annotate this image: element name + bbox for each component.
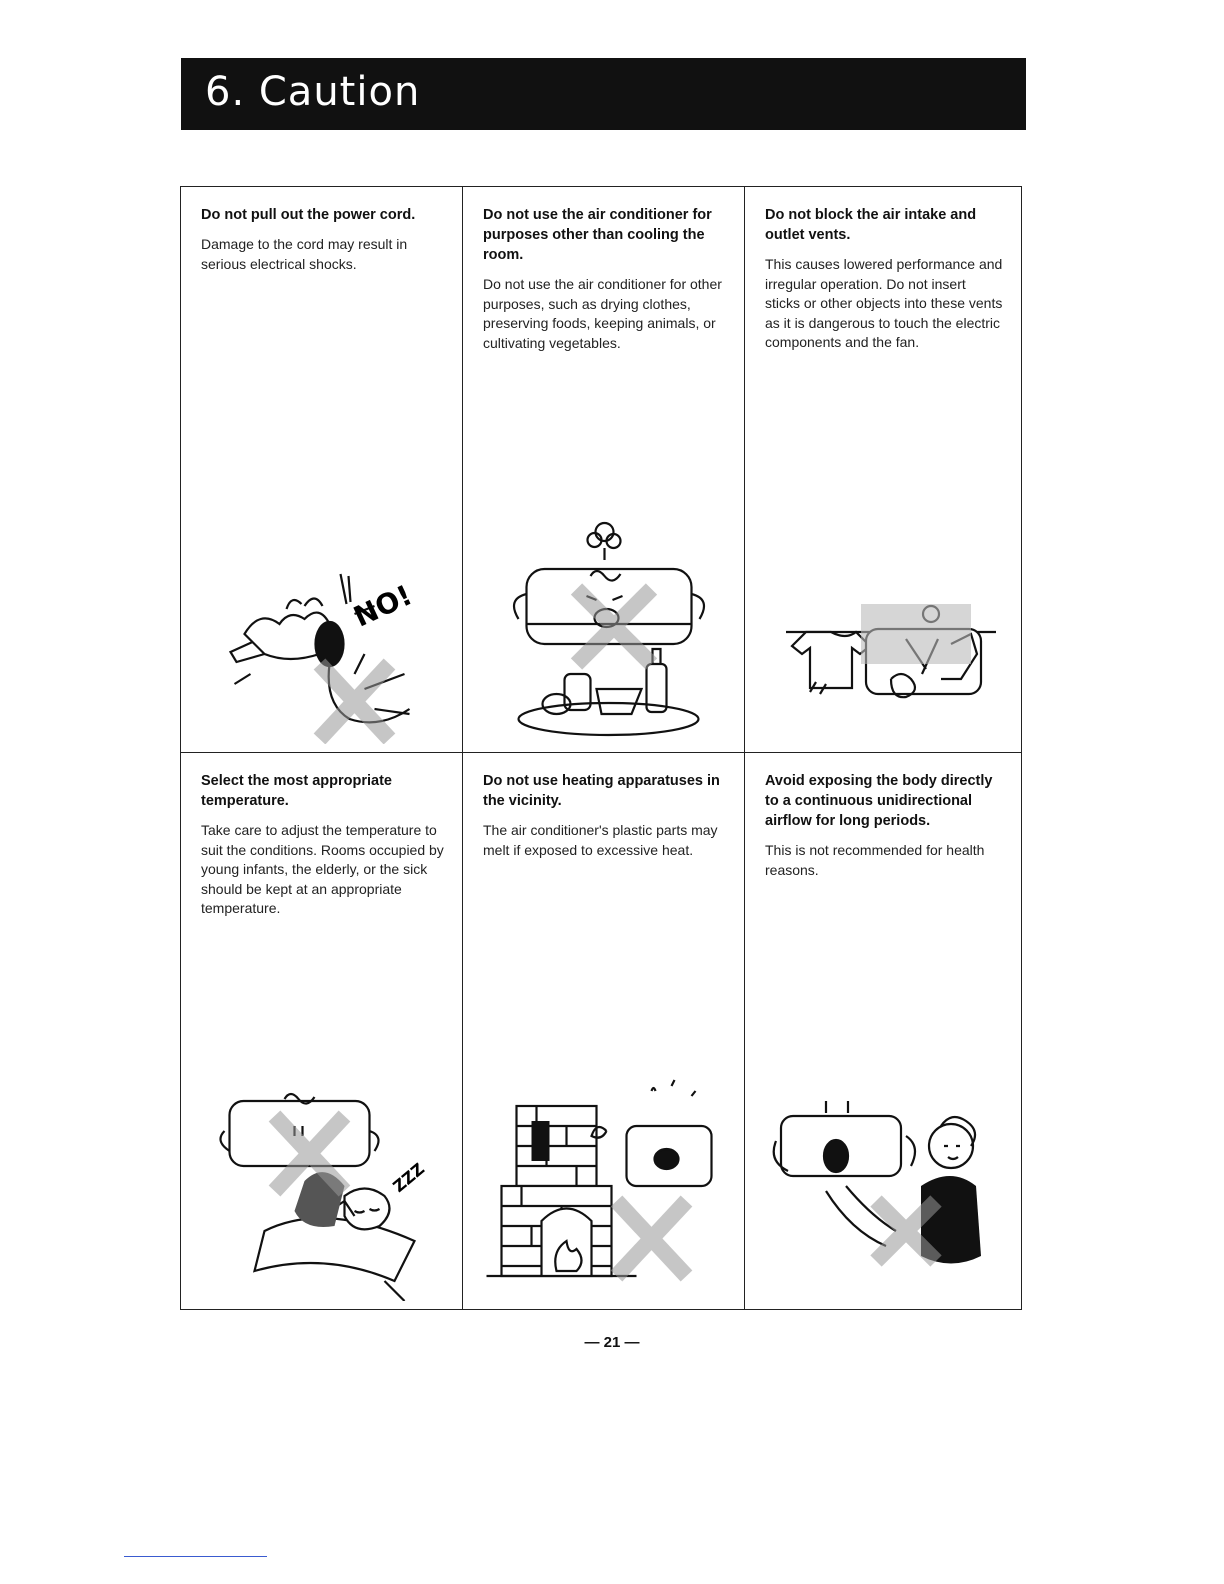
caution-cell-other-purposes <box>463 187 745 753</box>
caution-cell-power-cord <box>181 187 463 753</box>
caution-heading: Do not use heating apparatuses in the vicinity. <box>483 773 720 809</box>
caution-heading: Do not block the air intake and outlet vents. <box>765 207 977 243</box>
caution-heading: Select the most appropriate temperature. <box>201 773 392 809</box>
page-title: 6. Caution <box>205 69 421 115</box>
no-label: NO! <box>348 578 418 634</box>
person-in-airflow-icon <box>765 1071 1007 1301</box>
hand-pulling-plug-icon <box>201 514 448 744</box>
caution-cell-airflow <box>745 753 1021 1309</box>
clothes-blocking-vents-icon <box>765 514 1007 744</box>
caution-cell-heating <box>463 753 745 1309</box>
caution-heading: Do not pull out the power cord. <box>201 207 416 223</box>
caution-body: This is not recommended for health reasons. <box>765 842 985 878</box>
air-conditioner-with-food-icon <box>483 514 730 744</box>
caution-body: This causes lowered performance and irregular operation. Do not insert sticks or other objects into these vents as it is dangerous to touch the electric components and the fan. <box>765 256 1003 350</box>
caution-heading: Avoid exposing the body directly to a continuous unidirectional airflow for long periods. <box>765 773 993 829</box>
page-number: — 21 — <box>584 1334 640 1351</box>
caution-body: Damage to the cord may result in serious electrical shocks. <box>201 236 408 272</box>
caution-heading: Do not use the air conditioner for purposes other than cooling the room. <box>483 207 712 263</box>
zzz-label: ZZZ <box>389 1159 429 1197</box>
caution-cell-temperature <box>181 753 463 1309</box>
caution-body: The air conditioner's plastic parts may melt if exposed to excessive heat. <box>483 822 718 858</box>
caution-grid <box>180 186 1022 1310</box>
footer-rule <box>124 1556 267 1557</box>
sleeping-person-under-ac-icon <box>201 1071 448 1301</box>
fireplace-near-ac-icon <box>483 1071 730 1301</box>
caution-cell-block-vents <box>745 187 1021 753</box>
caution-body: Take care to adjust the temperature to suit the conditions. Rooms occupied by young infants, the elderly, or the sick should be kept at an appropriate temperature. <box>201 822 444 916</box>
section-title-bar <box>181 58 1026 130</box>
caution-body: Do not use the air conditioner for other purposes, such as drying clothes, preserving foods, keeping animals, or cultivating vegetables. <box>483 276 722 351</box>
